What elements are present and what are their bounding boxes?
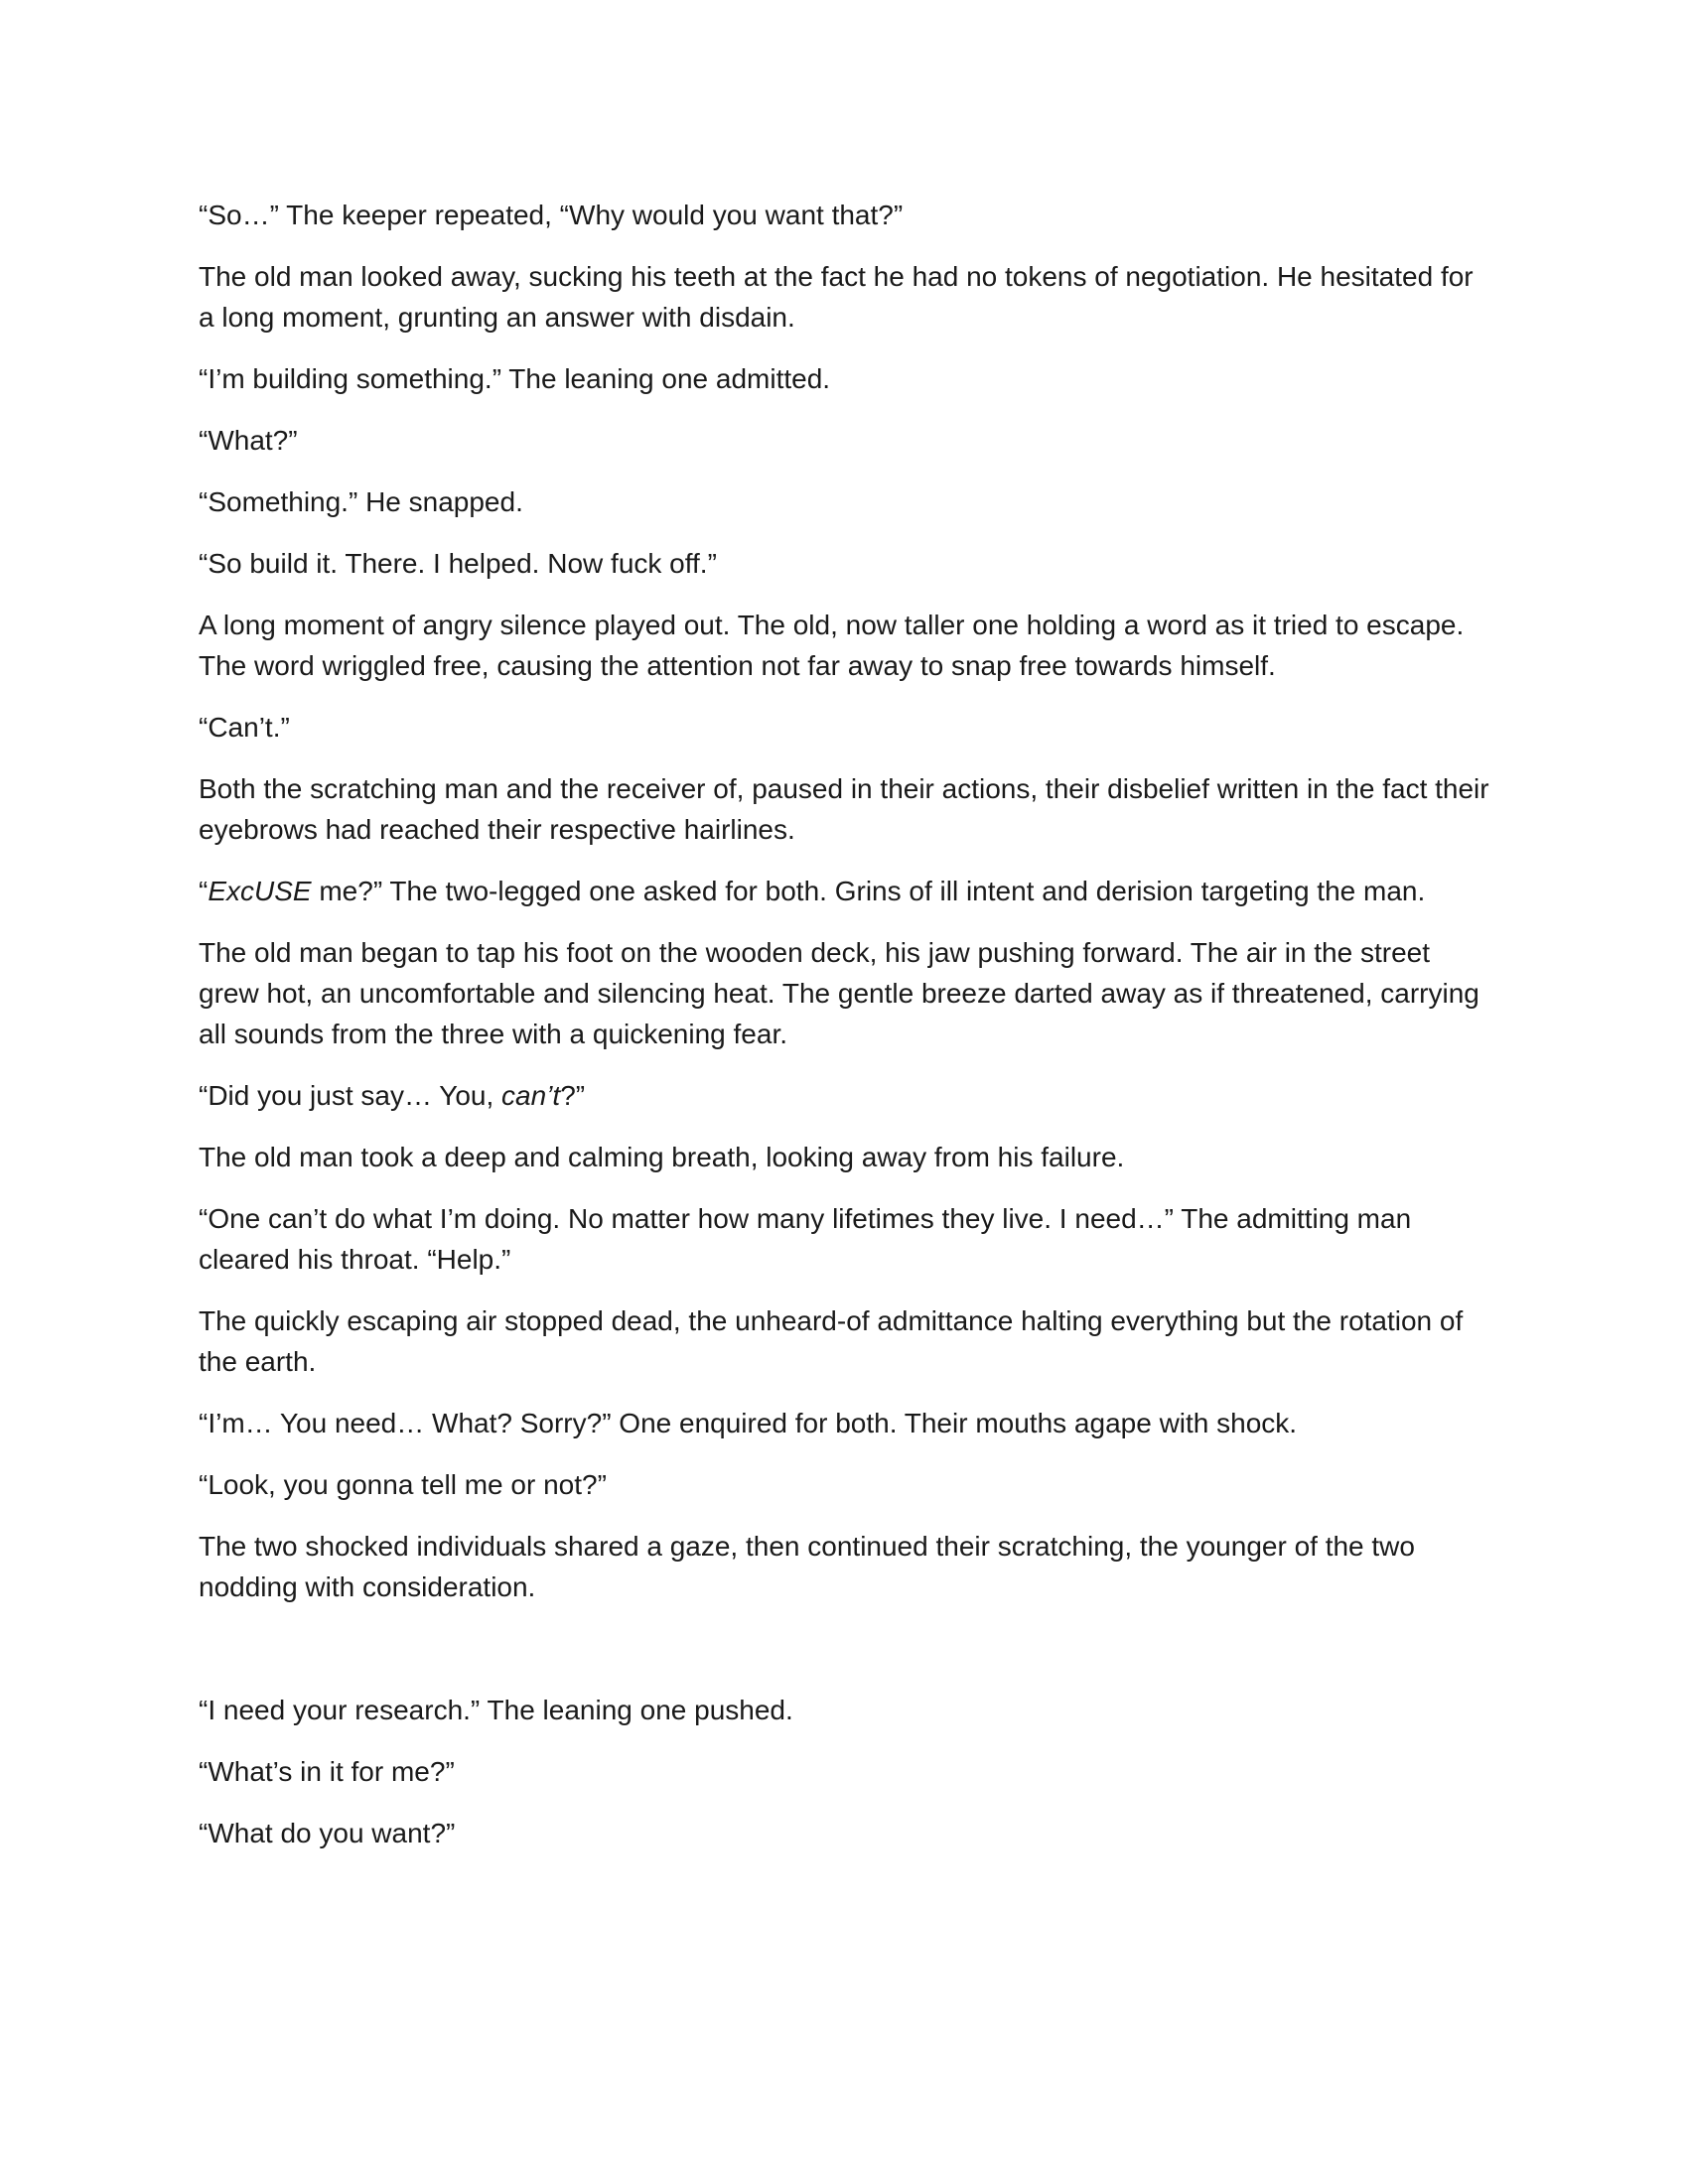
paragraph: “One can’t do what I’m doing. No matter how many lifetimes they live. I need…” The admitting man cleared his throat. “Help.” bbox=[199, 1203, 1412, 1275]
paragraph-text-start: “Did you just say… You, bbox=[199, 1080, 502, 1111]
paragraph: “What do you want?” bbox=[199, 1818, 456, 1848]
paragraph: “What?” bbox=[199, 425, 298, 456]
paragraph-text-start: “ bbox=[199, 876, 209, 906]
emphasized-text: ExcUSE bbox=[208, 876, 312, 906]
paragraph: “So build it. There. I helped. Now fuck off.” bbox=[199, 548, 717, 579]
paragraph: “I need your research.” The leaning one pushed. bbox=[199, 1695, 793, 1725]
blank-line-gap bbox=[199, 1628, 1489, 1690]
emphasized-text: can’t bbox=[501, 1080, 561, 1111]
paragraph-with-emphasis bbox=[199, 1075, 1489, 1116]
paragraph: The old man looked away, sucking his teeth at the fact he had no tokens of negotiation. He hesitated for a long moment, grunting an answer with disdain. bbox=[199, 261, 1474, 333]
paragraph: The quickly escaping air stopped dead, the unheard-of admittance halting everything but the rotation of the earth. bbox=[199, 1305, 1464, 1377]
paragraph: “I’m building something.” The leaning one admitted. bbox=[199, 363, 831, 394]
paragraph: “What’s in it for me?” bbox=[199, 1756, 455, 1787]
paragraph-text-end: me?” The two-legged one asked for both. Grins of ill intent and derision targeting the man. bbox=[311, 876, 1426, 906]
paragraph: “Look, you gonna tell me or not?” bbox=[199, 1469, 607, 1500]
document-body bbox=[199, 195, 1489, 1874]
paragraph: A long moment of angry silence played out. The old, now taller one holding a word as it tried to escape. The word wriggled free, causing the attention not far away to snap free towards himself. bbox=[199, 610, 1465, 681]
paragraph: The old man began to tap his foot on the wooden deck, his jaw pushing forward. The air in the street grew hot, an uncomfortable and silencing heat. The gentle breeze darted away as if threatened, carrying all sounds from the three with a quickening fear. bbox=[199, 937, 1479, 1049]
paragraph: Both the scratching man and the receiver of, paused in their actions, their disbelief written in the fact their eyebrows had reached their respective hairlines. bbox=[199, 773, 1489, 845]
paragraph: “So…” The keeper repeated, “Why would you want that?” bbox=[199, 200, 904, 230]
paragraph: “I’m… You need… What? Sorry?” One enquired for both. Their mouths agape with shock. bbox=[199, 1408, 1298, 1438]
paragraph-with-emphasis bbox=[199, 871, 1489, 911]
paragraph-text-end: ?” bbox=[560, 1080, 586, 1111]
paragraph: The old man took a deep and calming breath, looking away from his failure. bbox=[199, 1142, 1125, 1172]
paragraph: The two shocked individuals shared a gaze, then continued their scratching, the younger of the two nodding with consideration. bbox=[199, 1531, 1415, 1602]
paragraph: “Something.” He snapped. bbox=[199, 486, 523, 517]
paragraph: “Can’t.” bbox=[199, 712, 290, 743]
